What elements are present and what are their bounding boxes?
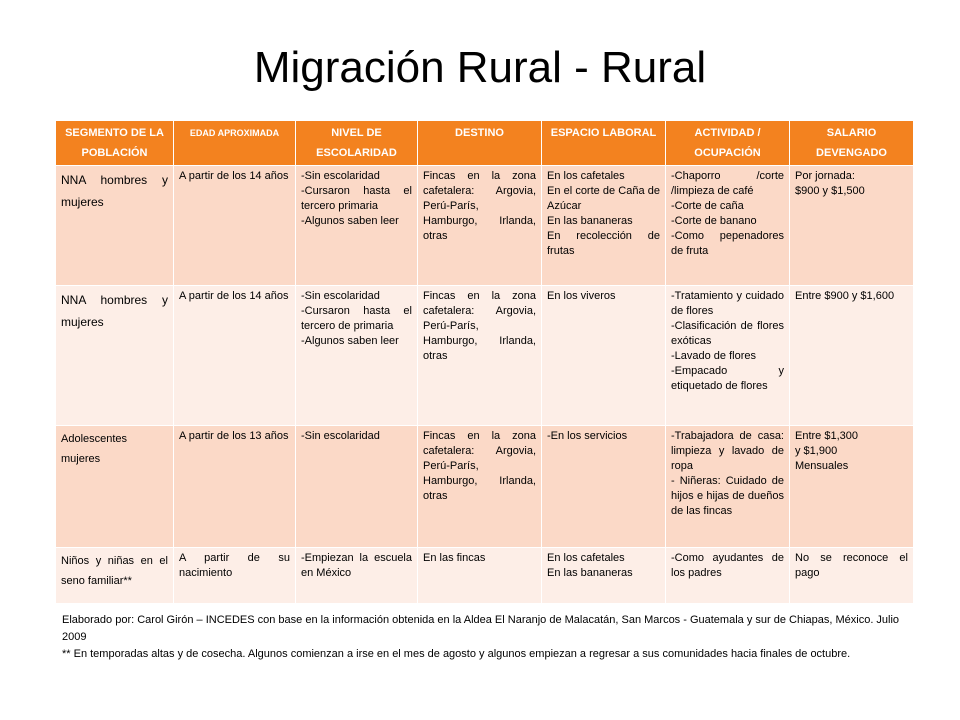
header-actividad: ACTIVIDAD / OCUPACIÓN — [666, 121, 790, 166]
cell-escolaridad: -Empiezan la escuela en México — [296, 548, 418, 604]
header-escolaridad: NIVEL DE ESCOLARIDAD — [296, 121, 418, 166]
cell-salario: Por jornada: $900 y $1,500 — [790, 166, 914, 286]
cell-salario: Entre $1,300 y $1,900 Mensuales — [790, 426, 914, 548]
cell-edad: A partir de los 13 años — [174, 426, 296, 548]
cell-destino: Fincas en la zona cafetalera: Argovia, Perú-París, Hamburgo, Irlanda, otras — [418, 286, 542, 426]
cell-actividad: -Tratamiento y cuidado de flores -Clasificación de flores exóticas -Lavado de flores -Empacado y etiquetado de flores — [666, 286, 790, 426]
table-row — [56, 166, 914, 286]
cell-espacio: -En los servicios — [542, 426, 666, 548]
footnote-note: ** En temporadas altas y de cosecha. Algunos comienzan a irse en el mes de agosto y algunos empiezan a regresar a sus comunidades hacia finales de octubre. — [62, 648, 851, 660]
cell-destino: En las fincas — [418, 548, 542, 604]
cell-edad: A partir de su nacimiento — [174, 548, 296, 604]
cell-actividad: -Como ayudantes de los padres — [666, 548, 790, 604]
footnote-credit: Elaborado por: Carol Girón – INCEDES con base en la información obtenida en la Aldea El Naranjo de Malacatán, San Marcos - Guatemala y sur de Chiapas, México. Julio 2009 — [62, 614, 900, 643]
cell-espacio: En los cafetales En las bananeras — [542, 548, 666, 604]
page-title: Migración Rural - Rural — [253, 43, 707, 92]
header-destino: DESTINO — [418, 121, 542, 166]
cell-segmento: Niños y niñas en el seno familiar** — [56, 548, 174, 604]
cell-edad: A partir de los 14 años — [174, 286, 296, 426]
cell-escolaridad: -Sin escolaridad -Cursaron hasta el tercero primaria -Algunos saben leer — [296, 166, 418, 286]
cell-espacio: En los viveros — [542, 286, 666, 426]
cell-destino: Fincas en la zona cafetalera: Argovia, Perú-París, Hamburgo, Irlanda, otras — [418, 426, 542, 548]
cell-actividad: -Chaporro /corte /limpieza de café -Corte de caña -Corte de banano -Como pepenadores de fruta — [666, 166, 790, 286]
cell-edad: A partir de los 14 años — [174, 166, 296, 286]
table-row — [56, 548, 914, 604]
migration-table — [55, 120, 914, 604]
cell-destino: Fincas en la zona cafetalera: Argovia, Perú-París, Hamburgo, Irlanda, otras — [418, 166, 542, 286]
table-header-row — [56, 121, 914, 166]
cell-segmento: Adolescentes mujeres — [56, 426, 174, 548]
header-edad-label: EDAD APROXIMADA — [189, 128, 280, 138]
cell-salario: Entre $900 y $1,600 — [790, 286, 914, 426]
cell-actividad: -Trabajadora de casa: limpieza y lavado de ropa - Niñeras: Cuidado de hijos e hijas de dueños de las fincas — [666, 426, 790, 548]
header-espacio: ESPACIO LABORAL — [542, 121, 666, 166]
cell-espacio: En los cafetales En el corte de Caña de Azúcar En las bananeras En recolección de frutas — [542, 166, 666, 286]
table-row — [56, 426, 914, 548]
footnote — [62, 612, 912, 663]
header-salario: SALARIO DEVENGADO — [790, 121, 914, 166]
header-edad — [174, 121, 296, 166]
cell-escolaridad: -Sin escolaridad -Cursaron hasta el tercero de primaria -Algunos saben leer — [296, 286, 418, 426]
cell-segmento: NNA hombres y mujeres — [56, 166, 174, 286]
cell-escolaridad: -Sin escolaridad — [296, 426, 418, 548]
header-segmento: SEGMENTO DE LA POBLACIÓN — [56, 121, 174, 166]
cell-salario: No se reconoce el pago — [790, 548, 914, 604]
table-row — [56, 286, 914, 426]
cell-segmento: NNA hombres y mujeres — [56, 286, 174, 426]
